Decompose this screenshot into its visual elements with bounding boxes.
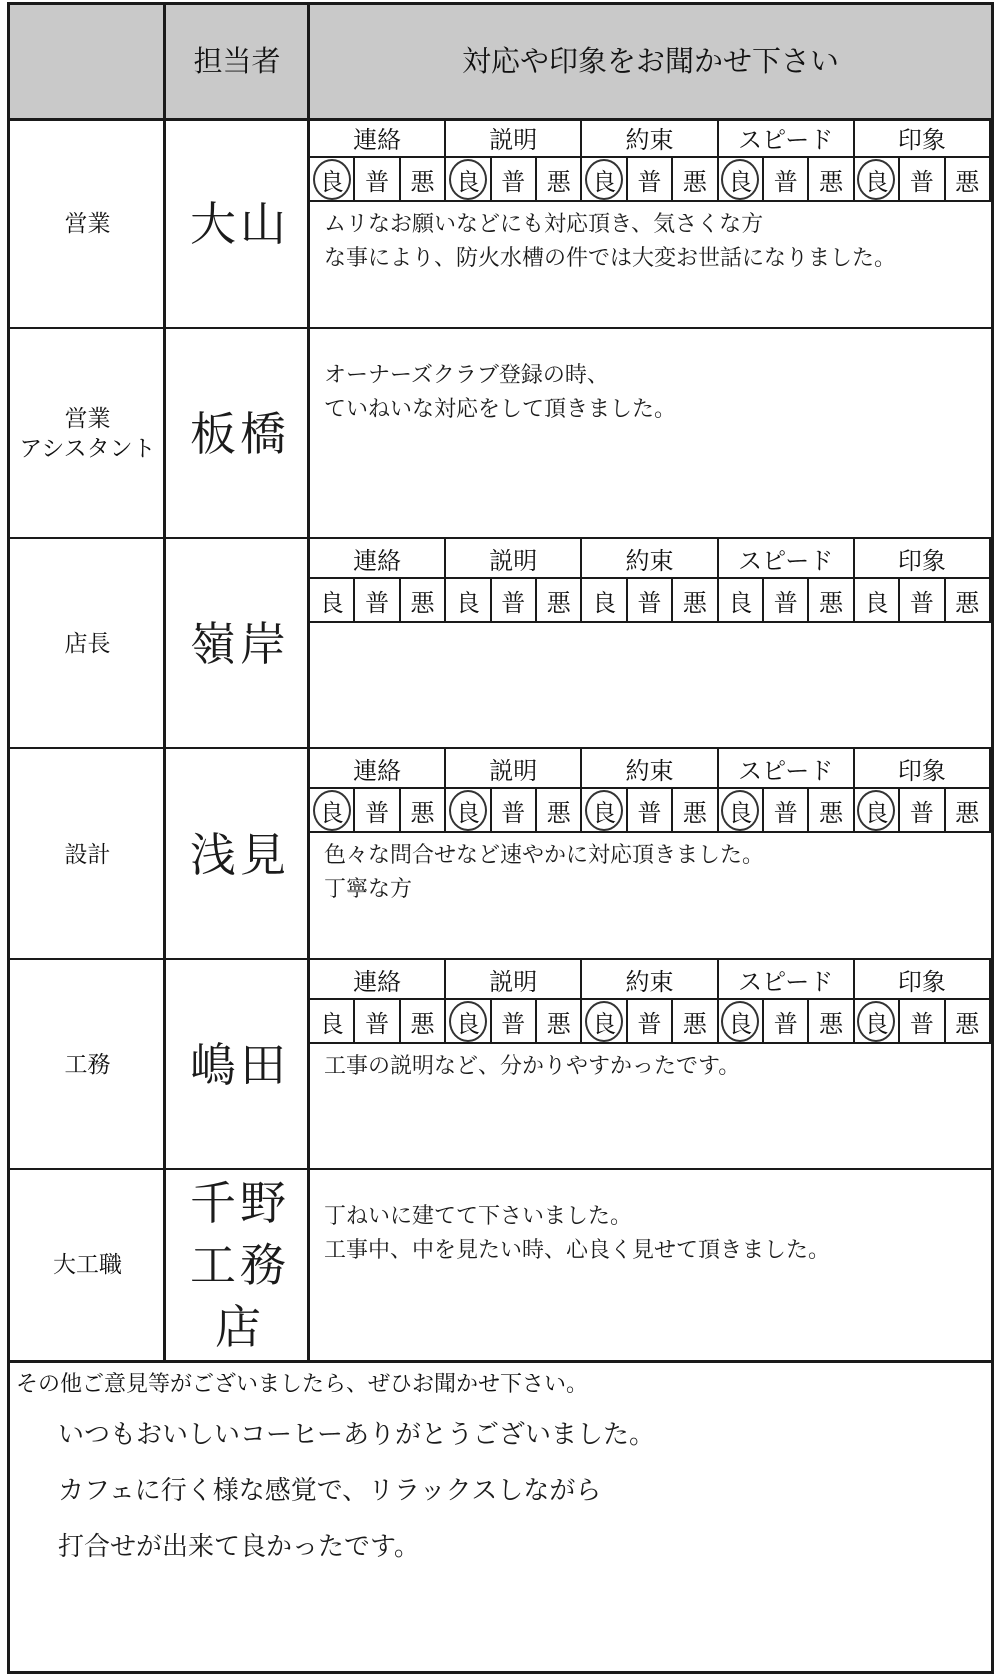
grade-label: 悪 [546,588,571,617]
grade-cell[interactable] [764,579,809,623]
grade-label: 良 [449,790,487,831]
grade-label: 普 [909,588,934,617]
category-header: 連絡 [310,539,446,579]
grade-label: 良 [857,1001,895,1042]
grade-label: 良 [585,1001,623,1042]
grade-label: 普 [637,1009,662,1038]
grade-cell[interactable] [537,789,582,833]
grade-cell-selected[interactable] [582,789,627,833]
divider [10,1360,991,1363]
grade-label: 良 [857,790,895,831]
grade-label: 悪 [955,588,980,617]
grade-cell[interactable] [628,789,673,833]
grade-cell[interactable] [900,158,945,202]
grade-cell-selected[interactable] [719,789,764,833]
category-header: 約束 [582,118,718,158]
category-header: 連絡 [310,960,446,1000]
category-header: 約束 [582,539,718,579]
grade-cell[interactable] [809,579,854,623]
grade-label: 悪 [955,1009,980,1038]
grade-cell[interactable] [492,158,537,202]
footer-comment: いつもおいしいコーヒーありがとうございました。 カフェに行く様な感覚で、リラックスしながら 打合せが出来て良かったです。 [58,1420,655,1562]
grade-label: 普 [637,798,662,827]
grade-cell[interactable] [628,158,673,202]
grade-label: 悪 [410,1009,435,1038]
grade-cell-selected[interactable] [446,158,491,202]
grade-label: 良 [319,1009,344,1038]
grade-cell[interactable] [855,579,900,623]
grade-cell[interactable] [900,789,945,833]
grade-label: 普 [501,1009,526,1038]
category-header: スピード [719,749,855,789]
category-header: 約束 [582,749,718,789]
role-label: 工務 [64,1052,111,1078]
grade-cell[interactable] [809,789,854,833]
grade-cell-selected[interactable] [855,158,900,202]
category-header: スピード [719,539,855,579]
category-header: 印象 [855,749,991,789]
person-name: 大山 [190,196,290,251]
grade-label: 普 [365,798,390,827]
grade-label: 良 [449,1001,487,1042]
category-header: 連絡 [310,749,446,789]
grade-label: 良 [864,588,889,617]
grade-label: 良 [585,790,623,831]
role-label: 営業 [64,210,111,237]
person-name: 嶺岸 [190,617,290,671]
grade-label: 良 [585,159,623,200]
grade-cell[interactable] [355,158,400,202]
grade-label: 普 [773,588,798,617]
survey-sheet [7,2,994,1674]
category-header: スピード [719,118,855,158]
grade-label: 普 [501,798,526,827]
grade-label: 良 [313,159,351,200]
grade-label: 悪 [819,588,844,617]
category-header: 説明 [446,749,582,789]
grade-label: 悪 [819,798,844,827]
grade-label: 普 [501,167,526,196]
grade-cell[interactable] [764,1000,809,1044]
category-header: 印象 [855,539,991,579]
grade-cell-selected[interactable] [855,789,900,833]
grade-label: 悪 [819,1009,844,1038]
grade-cell[interactable] [673,579,718,623]
grade-cell[interactable] [946,158,991,202]
grade-cell[interactable] [355,789,400,833]
grade-label: 普 [773,167,798,196]
grade-label: 普 [909,798,934,827]
comment-text: 丁ねいに建てて下さいました。 工事中、中を見たい時、心良く見せて頂きました。 [324,1204,831,1263]
person-name: 嶋田 [190,1038,290,1092]
grade-cell[interactable] [401,158,446,202]
person-name: 千野 工務店 [190,1176,290,1354]
grade-cell[interactable] [900,1000,945,1044]
grade-label: 悪 [410,167,435,196]
grade-cell[interactable] [401,789,446,833]
grade-cell[interactable] [537,579,582,623]
grade-label: 普 [773,1009,798,1038]
grade-cell[interactable] [719,579,764,623]
grade-cell-selected[interactable] [310,158,355,202]
evaluation-column-header: 対応や印象をお聞かせ下さい [461,44,839,78]
grade-label: 悪 [682,167,707,196]
grade-cell[interactable] [673,1000,718,1044]
grade-label: 普 [909,167,934,196]
category-header: 印象 [855,118,991,158]
grade-label: 悪 [682,1009,707,1038]
grade-label: 良 [313,790,351,831]
category-header: 説明 [446,539,582,579]
comment-text: オーナーズクラブ登録の時、 ていねいな対応をして頂きました。 [324,363,677,422]
grade-cell[interactable] [537,158,582,202]
grade-cell[interactable] [809,158,854,202]
role-label: 営業 アシスタント [19,406,156,462]
grade-cell-selected[interactable] [446,789,491,833]
grade-cell[interactable] [310,579,355,623]
grade-cell-selected[interactable] [582,158,627,202]
grade-label: 悪 [546,1009,571,1038]
grade-cell-selected[interactable] [446,1000,491,1044]
grade-cell[interactable] [764,158,809,202]
category-header: 約束 [582,960,718,1000]
grade-label: 良 [319,588,344,617]
grade-label: 良 [721,790,759,831]
grade-label: 普 [637,588,662,617]
grade-cell-selected[interactable] [719,158,764,202]
category-header: 説明 [446,960,582,1000]
grade-cell[interactable] [355,579,400,623]
grade-cell[interactable] [946,1000,991,1044]
grade-cell[interactable] [673,789,718,833]
grade-label: 良 [857,159,895,200]
grade-label: 普 [501,588,526,617]
grade-cell[interactable] [628,1000,673,1044]
role-label: 大工職 [53,1252,122,1278]
grade-cell[interactable] [401,1000,446,1044]
grade-label: 悪 [546,167,571,196]
grade-cell-selected[interactable] [310,789,355,833]
role-label: 設計 [64,841,111,868]
grade-label: 普 [365,167,390,196]
grade-label: 良 [721,159,759,200]
grade-cell[interactable] [355,1000,400,1044]
grade-label: 良 [455,588,480,617]
grade-label: 良 [449,159,487,200]
grade-label: 悪 [682,798,707,827]
grade-label: 悪 [410,798,435,827]
grade-label: 良 [592,588,617,617]
grade-label: 悪 [546,798,571,827]
grade-label: 普 [365,588,390,617]
grade-cell[interactable] [401,579,446,623]
person-column-header: 担当者 [193,44,281,78]
grade-label: 良 [728,588,753,617]
grade-cell[interactable] [628,579,673,623]
grade-cell[interactable] [492,1000,537,1044]
grade-cell[interactable] [900,579,945,623]
grade-label: 悪 [410,588,435,617]
grade-cell-selected[interactable] [582,1000,627,1044]
person-name: 浅見 [190,827,290,882]
category-header: 印象 [855,960,991,1000]
grade-cell[interactable] [310,1000,355,1044]
grade-cell[interactable] [492,789,537,833]
grade-label: 良 [721,1001,759,1042]
grade-label: 悪 [955,167,980,196]
grade-label: 悪 [819,167,844,196]
grade-cell[interactable] [809,1000,854,1044]
comment-text: ムリなお願いなどにも対応頂き、気さくな方 な事により、防火水槽の件では大変お世話になりました。 [324,212,897,271]
grade-cell[interactable] [673,158,718,202]
grade-label: 普 [637,167,662,196]
person-name: 板橋 [190,407,290,461]
grade-cell-selected[interactable] [719,1000,764,1044]
grade-cell-selected[interactable] [855,1000,900,1044]
category-header: 説明 [446,118,582,158]
grade-label: 悪 [682,588,707,617]
comment-text: 工事の説明など、分かりやすかったです。 [324,1054,741,1079]
grade-cell[interactable] [582,579,627,623]
grade-label: 普 [773,798,798,827]
role-label: 店長 [64,631,111,657]
category-header: スピード [719,960,855,1000]
grade-cell[interactable] [946,789,991,833]
grade-label: 普 [365,1009,390,1038]
comment-text: 色々な問合せなど速やかに対応頂きました。 丁寧な方 [324,843,765,902]
grade-label: 普 [909,1009,934,1038]
grade-cell[interactable] [537,1000,582,1044]
category-header: 連絡 [310,118,446,158]
grade-cell[interactable] [946,579,991,623]
grade-label: 悪 [955,798,980,827]
grade-cell[interactable] [764,789,809,833]
grade-cell[interactable] [492,579,537,623]
grade-cell[interactable] [446,579,491,623]
footer-title: その他ご意見等がございましたら、ぜひお聞かせ下さい。 [16,1372,589,1397]
